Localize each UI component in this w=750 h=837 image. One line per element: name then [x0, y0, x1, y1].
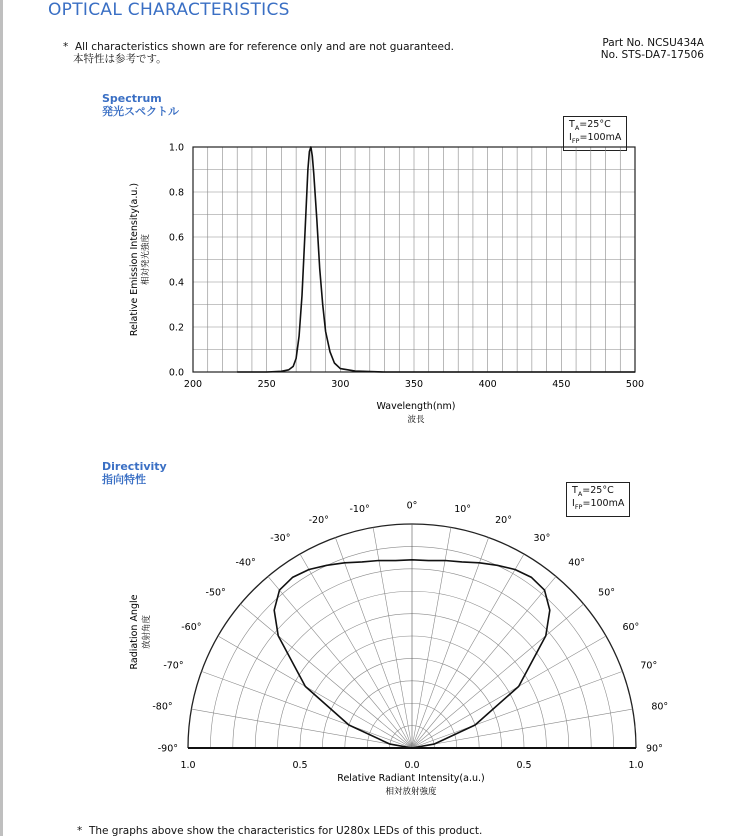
directivity-angle-tick-label: -40°: [235, 557, 256, 569]
directivity-angle-tick-label: -30°: [270, 533, 291, 545]
note-japanese: 本特性は参考です。: [73, 53, 167, 65]
spectrum-y-tick-label: 0.4: [168, 277, 184, 289]
directivity-angle-tick-label: 90°: [646, 743, 663, 755]
note-english: All characteristics shown are for reference only and are not guaranteed.: [74, 41, 454, 53]
part-number: Part No. NCSU434A: [602, 37, 704, 49]
directivity-y-axis-label-jp: 放射角度: [142, 614, 152, 650]
directivity-angle-tick-label: 50°: [598, 587, 616, 599]
spectrum-x-tick-label: 450: [552, 379, 571, 390]
footnote-asterisk: *: [77, 825, 89, 837]
directivity-title: Directivity: [102, 460, 167, 473]
spectrum-y-axis-label-jp: 相対発光強度: [141, 233, 151, 286]
spectrum-y-tick-label: 0.6: [168, 232, 184, 244]
spectrum-y-axis-label: Relative Emission Intensity(a.u.): [129, 182, 140, 337]
spectrum-title-jp: 発光スペクトル: [102, 105, 179, 118]
directivity-angle-tick-label: -90°: [157, 743, 178, 755]
directivity-angle-tick-label: 20°: [495, 515, 512, 527]
document-number: No. STS-DA7-17506: [600, 49, 704, 61]
directivity-angle-tick-label: 80°: [651, 701, 669, 713]
spectrum-x-tick-label: 500: [625, 379, 645, 390]
spectrum-y-tick-label: 0.8: [168, 187, 184, 199]
spectrum-x-axis-label: Wavelength(nm): [376, 401, 456, 412]
directivity-angle-tick-label: -60°: [181, 621, 202, 633]
spectrum-x-tick-label: 400: [478, 379, 497, 390]
spectrum-title: Spectrum: [102, 92, 162, 105]
directivity-x-axis-label-jp: 相対放射強度: [385, 787, 437, 797]
note-asterisk: *: [63, 41, 75, 53]
directivity-angle-tick-label: 30°: [533, 533, 551, 545]
spectrum-x-tick-label: 250: [257, 379, 276, 390]
directivity-angle-tick-label: -70°: [163, 660, 184, 672]
spectrum-cond-ta: $T_A=25^\circ C$: [569, 119, 611, 132]
directivity-radius-tick-label: 0.0: [404, 760, 420, 771]
directivity-angle-tick-label: -50°: [205, 587, 226, 599]
directivity-angle-tick-label: 70°: [640, 660, 658, 672]
directivity-title-jp: 指向特性: [102, 473, 146, 486]
directivity-angle-tick-label: -80°: [152, 701, 173, 713]
directivity-cond-if: $I_{FP}=100mA$: [572, 498, 625, 512]
directivity-radius-tick-label: 0.5: [292, 760, 308, 771]
page-heading: OPTICAL CHARACTERISTICS: [48, 0, 290, 20]
footnote: [77, 825, 482, 837]
directivity-angle-grid: [240, 604, 412, 748]
directivity-x-axis-label: Relative Radiant Intensity(a.u.): [337, 773, 485, 784]
directivity-angle-tick-label: 10°: [454, 504, 472, 516]
directivity-chart: [0, 440, 750, 820]
directivity-angle-grid: [412, 576, 556, 748]
spectrum-y-tick-label: 1.0: [168, 142, 184, 154]
directivity-y-axis-label: Radiation Angle: [129, 594, 140, 670]
footnote-text: The graphs above show the characteristics for U280x LEDs of this product.: [88, 825, 483, 837]
directivity-angle-tick-label: 0°: [406, 500, 418, 512]
spectrum-x-axis-label-jp: 波長: [407, 415, 425, 425]
directivity-radius-tick-label: 0.5: [516, 760, 532, 771]
directivity-angle-grid: [412, 604, 584, 748]
spectrum-cond-if: $I_{FP}=100mA$: [569, 132, 622, 146]
directivity-angle-tick-label: 40°: [568, 557, 586, 569]
directivity-angle-tick-label: -10°: [349, 504, 370, 516]
directivity-radius-tick-label: 1.0: [628, 760, 644, 771]
directivity-radius-tick-label: 1.0: [180, 760, 196, 771]
directivity-angle-tick-label: 60°: [622, 621, 640, 633]
spectrum-x-tick-label: 300: [331, 379, 350, 390]
directivity-angle-grid: [268, 576, 412, 748]
directivity-angle-tick-label: -20°: [308, 515, 329, 527]
spectrum-y-tick-label: 0.0: [168, 367, 184, 379]
spectrum-x-tick-label: 200: [183, 379, 203, 390]
directivity-cond-ta: $T_A=25^\circ C$: [572, 485, 614, 498]
spectrum-y-tick-label: 0.2: [168, 322, 184, 334]
spectrum-x-tick-label: 350: [404, 379, 424, 390]
